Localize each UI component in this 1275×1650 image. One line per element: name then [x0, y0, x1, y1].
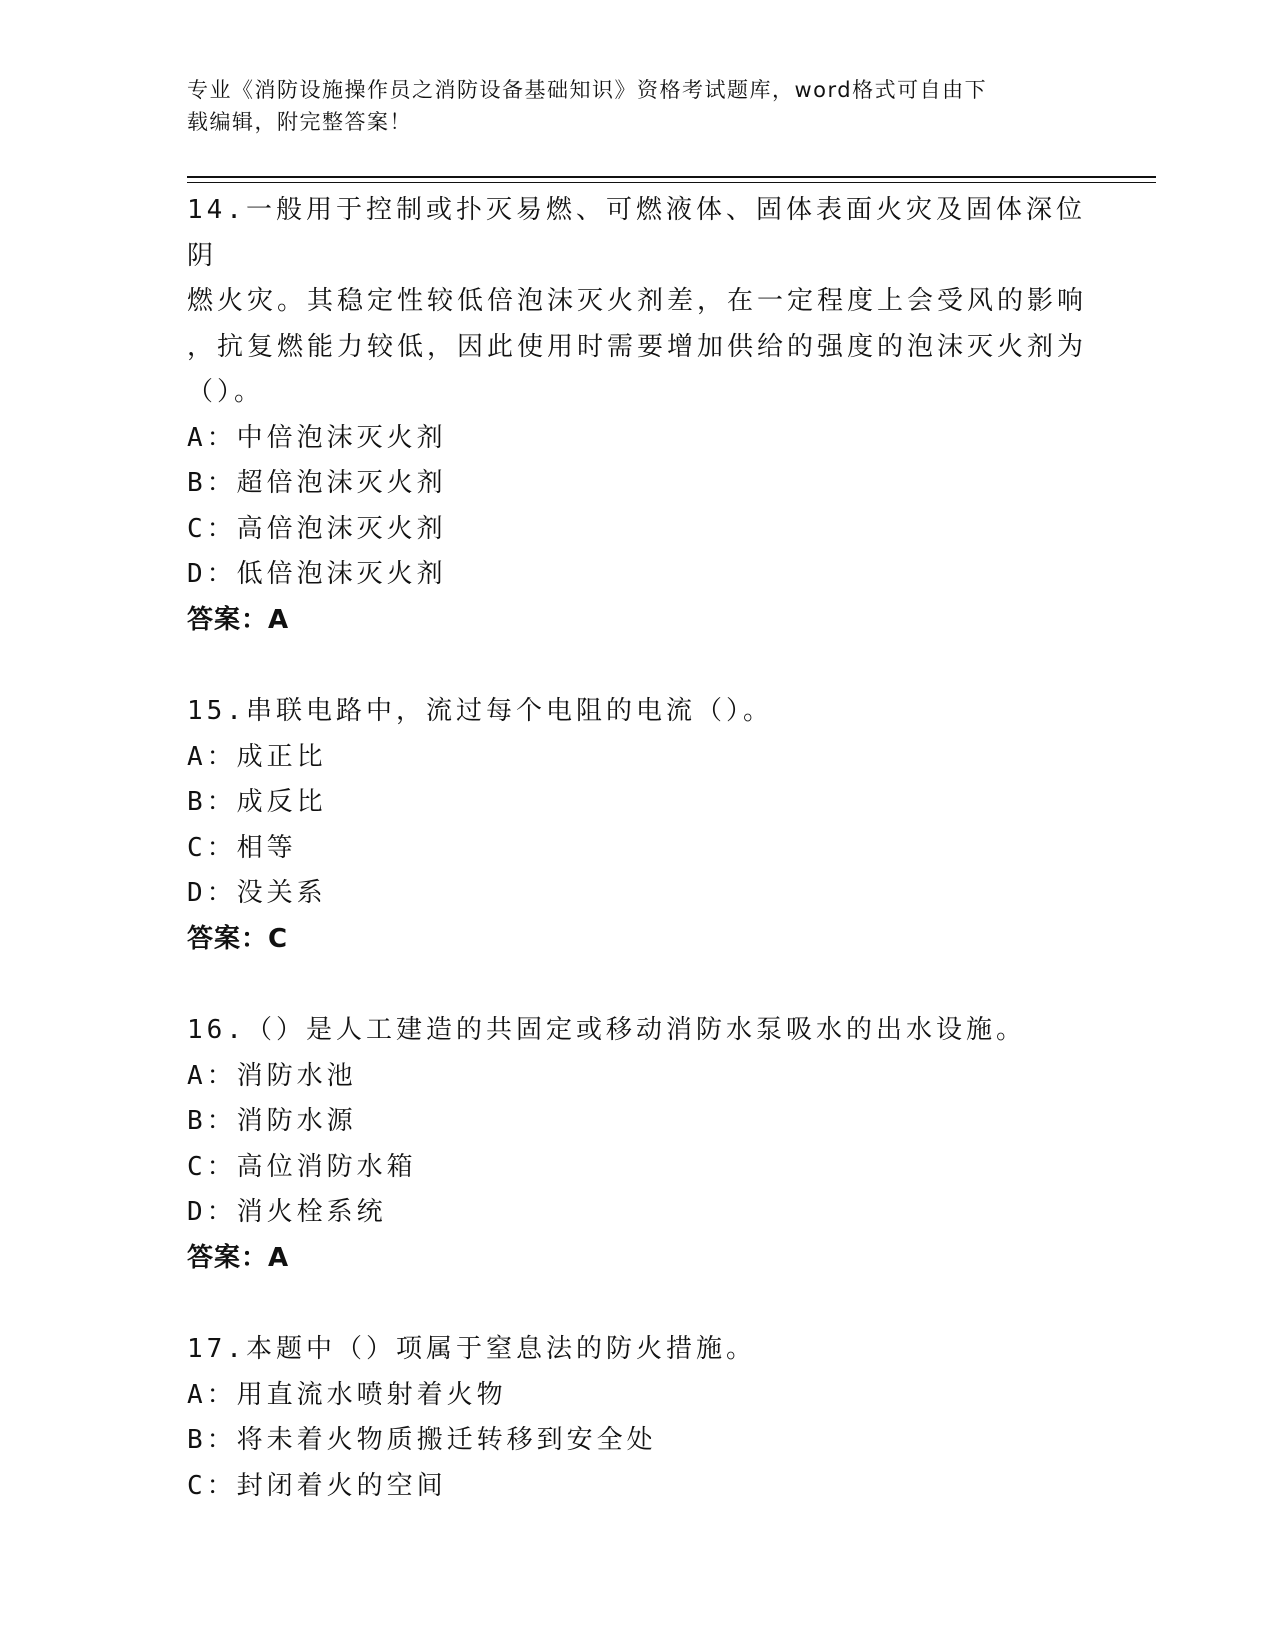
- question-text: [187, 689, 1087, 735]
- question-list: [187, 188, 1087, 1555]
- question-text-line: 17.本题中（）项属于窒息法的防火措施。: [187, 1334, 756, 1364]
- answer: 答案：C: [187, 923, 289, 954]
- question-text-line: 15.串联电路中，流过每个电阻的电流（）。: [187, 696, 773, 726]
- header-divider-thin: [187, 182, 1156, 183]
- header-line-2: 载编辑，附完整答案！: [187, 110, 412, 134]
- header-divider-thick: [187, 176, 1156, 178]
- option-a: A：中倍泡沫灭火剂: [187, 422, 447, 453]
- document-header: [187, 74, 1087, 138]
- option-c: C：封闭着火的空间: [187, 1470, 447, 1501]
- question-text: [187, 188, 1087, 416]
- question-text-line: ，抗复燃能力较低，因此使用时需要增加供给的强度的泡沫灭火剂为: [187, 331, 1088, 362]
- option-a: A：消防水池: [187, 1060, 357, 1091]
- question-15: [187, 689, 1087, 962]
- answer: 答案：A: [187, 1242, 290, 1273]
- option-d: D：消火栓系统: [187, 1197, 387, 1227]
- option-a: A：用直流水喷射着火物: [187, 1379, 507, 1410]
- option-d: D：低倍泡沫灭火剂: [187, 559, 447, 589]
- option-c: C：高倍泡沫灭火剂: [187, 513, 447, 544]
- option-c: C：相等: [187, 832, 297, 863]
- answer: 答案：A: [187, 604, 290, 635]
- header-line-1: 专业《消防设施操作员之消防设备基础知识》资格考试题库，word格式可自由下: [187, 78, 988, 102]
- question-14: [187, 188, 1087, 643]
- question-text-line: 14.一般用于控制或扑灭易燃、可燃液体、固体表面火灾及固体深位阴: [187, 195, 1086, 271]
- question-text: [187, 1327, 1087, 1373]
- option-b: B：成反比: [187, 787, 327, 817]
- option-d: D：没关系: [187, 878, 327, 908]
- question-17: [187, 1327, 1087, 1509]
- option-b: B：消防水源: [187, 1106, 357, 1136]
- option-b: B：超倍泡沫灭火剂: [187, 468, 447, 498]
- question-text-line: 16.（）是人工建造的共固定或移动消防水泵吸水的出水设施。: [187, 1015, 1026, 1045]
- question-16: [187, 1008, 1087, 1281]
- question-text-line: （）。: [187, 377, 265, 407]
- question-text-line: 燃火灾。其稳定性较低倍泡沫灭火剂差，在一定程度上会受风的影响: [187, 286, 1088, 316]
- option-c: C：高位消防水箱: [187, 1151, 417, 1182]
- question-text: [187, 1008, 1087, 1054]
- option-a: A：成正比: [187, 741, 327, 772]
- option-b: B：将未着火物质搬迁转移到安全处: [187, 1425, 657, 1455]
